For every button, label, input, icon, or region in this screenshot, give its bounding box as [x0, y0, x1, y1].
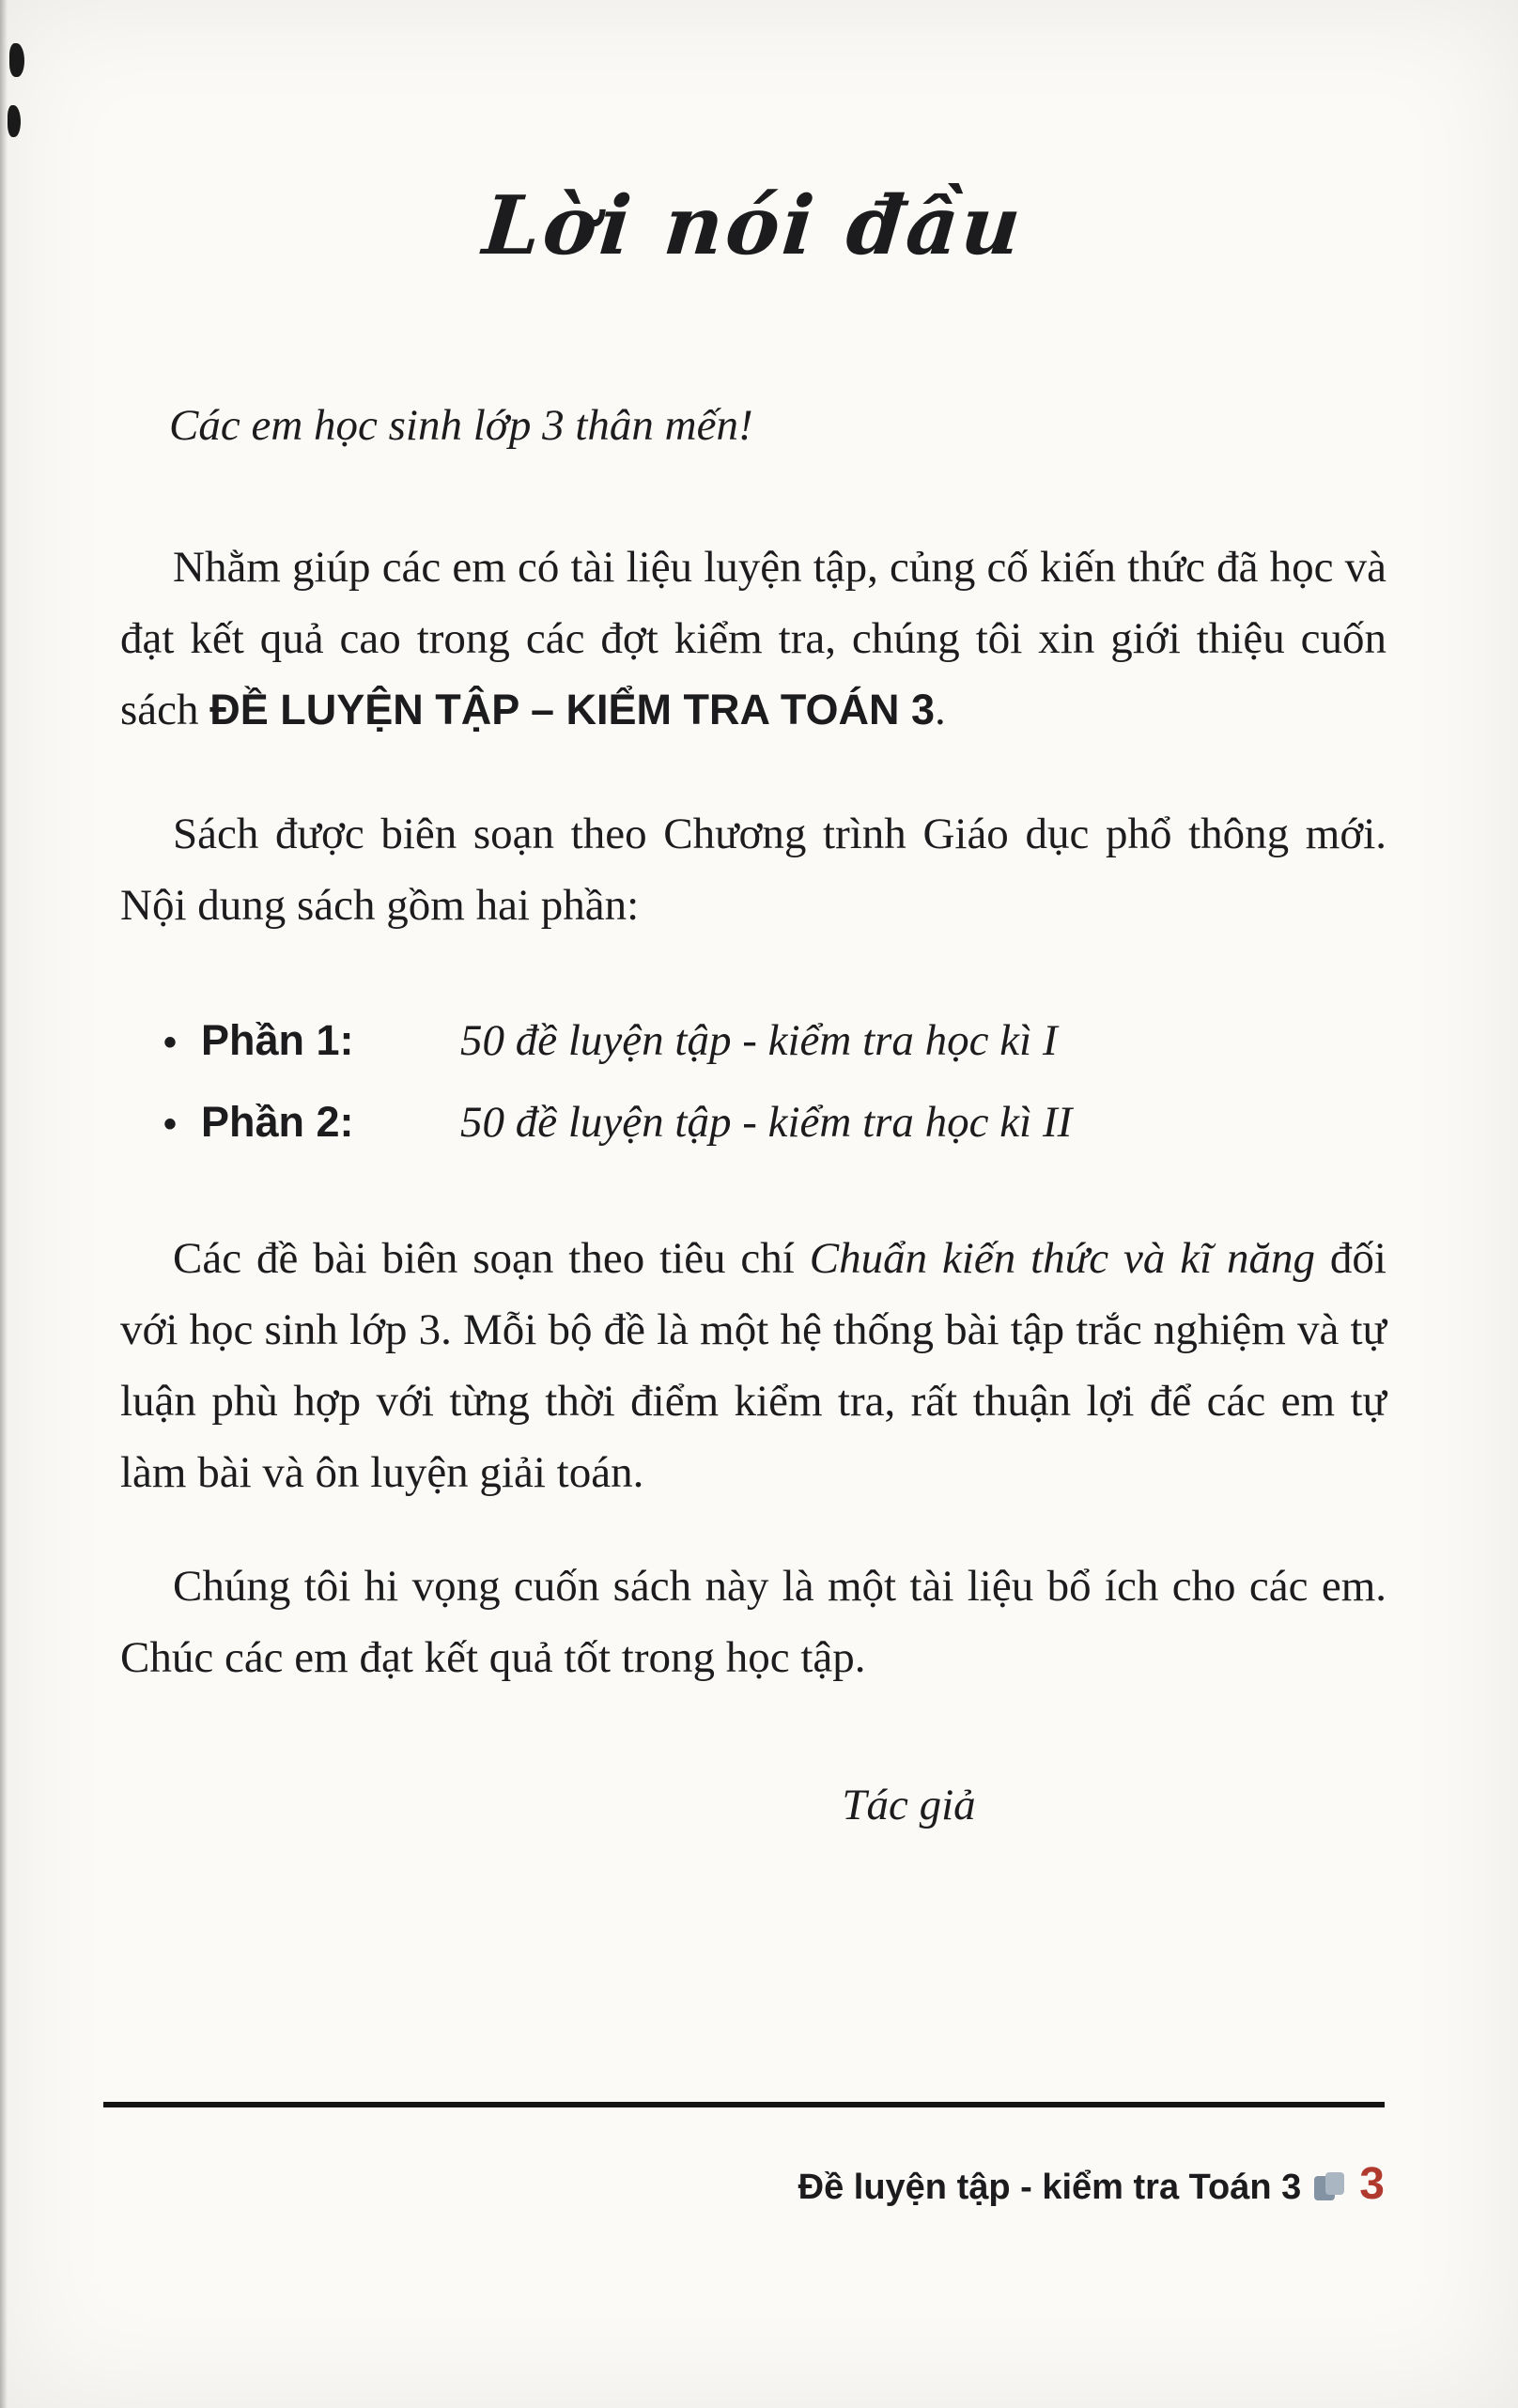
- scan-artifact: [9, 43, 24, 77]
- part-2-label: Phần 2:: [201, 1097, 354, 1146]
- book-title-inline: ĐỀ LUYỆN TẬP – KIỂM TRA TOÁN 3: [209, 686, 936, 734]
- parts-list: [120, 1007, 1386, 1157]
- footer-divider: [103, 2102, 1385, 2107]
- bullet-icon: •: [163, 1021, 178, 1063]
- paragraph-closing: Chúng tôi hi vọng cuốn sách này là một tài liệu bổ ích cho các em. Chúc các em đạt kết quả tốt trong học tập.: [120, 1562, 1386, 1683]
- scan-edge-shadow: [0, 0, 8, 2408]
- page-content: [120, 0, 1386, 1830]
- criteria-before: Các đề bài biên soạn theo tiêu chí: [173, 1233, 810, 1283]
- part-1-description: 50 đề luyện tập - kiểm tra học kì I: [460, 1015, 1058, 1065]
- publisher-logo-icon: [1314, 2172, 1346, 2204]
- intro-text: Nhằm giúp các em có tài liệu luyện tập, củng cố kiến thức đã học và đạt kết quả cao trong các đợt kiểm tra, chúng tôi xin giới thiệu cuốn sách: [120, 543, 1386, 735]
- footer-book-title: Đề luyện tập - kiểm tra Toán 3: [798, 2168, 1302, 2207]
- paragraph-intro: [120, 532, 1386, 746]
- part-1-label: Phần 1:: [201, 1015, 354, 1064]
- list-item: [120, 1088, 1386, 1157]
- page-number: 3: [1359, 2159, 1385, 2209]
- scan-artifact: [8, 105, 21, 137]
- paragraph-criteria: [120, 1223, 1386, 1509]
- bullet-icon: •: [163, 1103, 178, 1145]
- page-title: Lời nói đầu: [479, 178, 1028, 273]
- list-item: [120, 1007, 1386, 1075]
- criteria-after: đối với học sinh lớp 3. Mỗi bộ đề là một hệ thống bài tập trắc nghiệm và tự luận phù hợp với từng thời điểm kiểm tra, rất thuận lợi để các em tự làm bài và ôn luyện giải toán.: [120, 1233, 1386, 1497]
- intro-period: .: [935, 686, 946, 735]
- page-footer: [798, 2158, 1385, 2210]
- criteria-emphasis: Chuẩn kiến thức và kĩ năng: [809, 1233, 1316, 1283]
- author-signature: Tác giả: [842, 1781, 976, 1830]
- part-left: [120, 1089, 460, 1155]
- paragraph-structure: Sách được biên soạn theo Chương trình Giáo dục phổ thông mới. Nội dung sách gồm hai phần:: [120, 809, 1386, 930]
- greeting-line: Các em học sinh lớp 3 thân mến!: [169, 401, 753, 450]
- part-2-description: 50 đề luyện tập - kiểm tra học kì II: [460, 1097, 1073, 1147]
- part-left: [120, 1008, 460, 1073]
